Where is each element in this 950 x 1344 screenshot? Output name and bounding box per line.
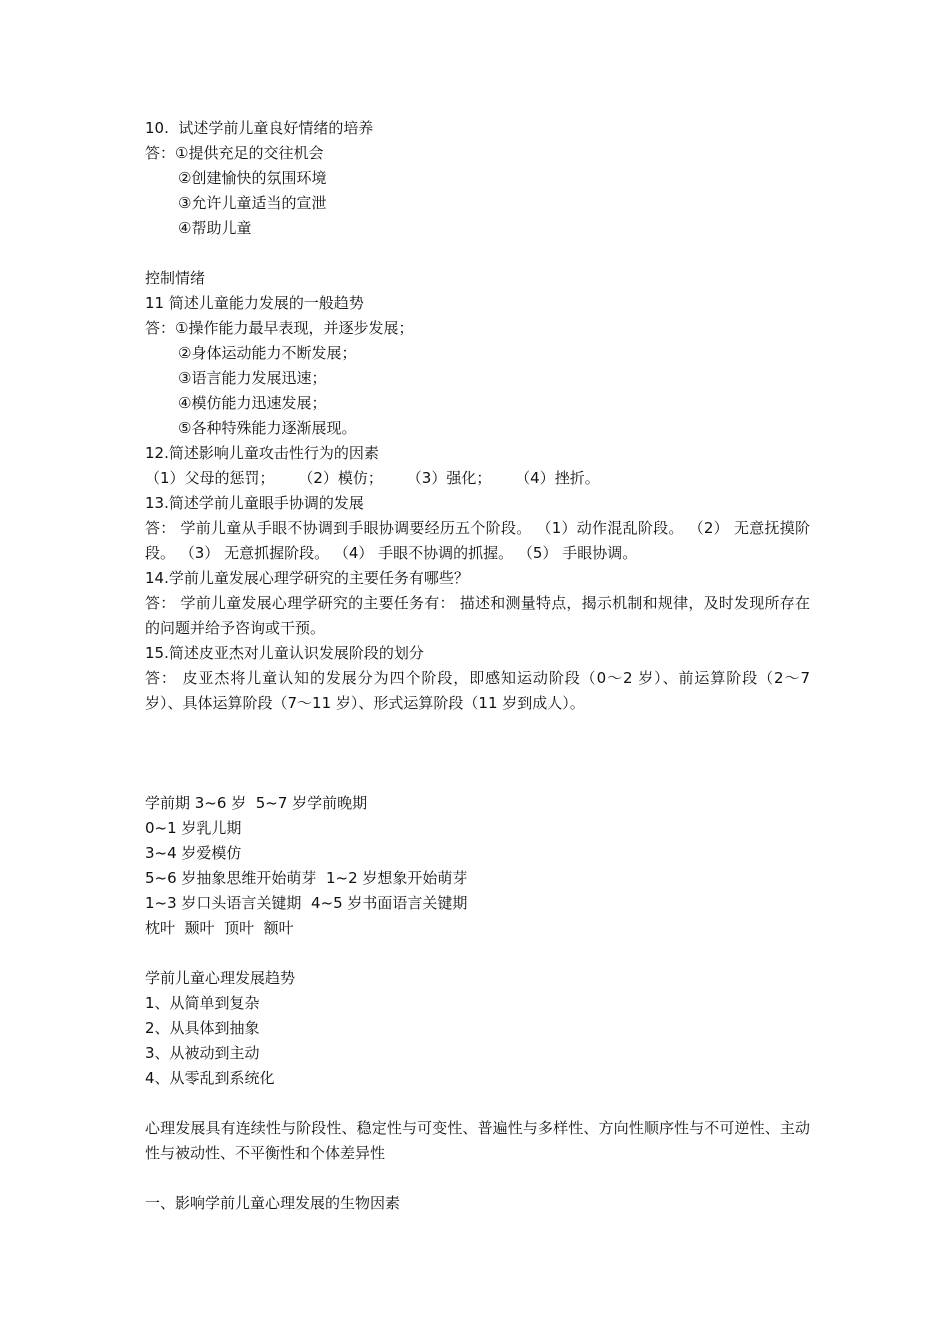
- q11-item: ③语言能力发展迅速；: [178, 369, 327, 387]
- q11-item: ⑤各种特殊能力逐渐展现。: [178, 419, 357, 437]
- notes-line: 1~3 岁口头语言关键期 4~5 岁书面语言关键期: [145, 894, 468, 912]
- q10-tail: 控制情绪: [145, 269, 206, 287]
- trend-item: 1、从简单到复杂: [145, 994, 260, 1012]
- trend-title: 学前儿童心理发展趋势: [145, 969, 296, 987]
- q10-answer-first: 答：①提供充足的交往机会: [145, 144, 324, 162]
- notes-line: 5~6 岁抽象思维开始萌芽 1~2 岁想象开始萌芽: [145, 869, 468, 887]
- q11-answer-first: 答：①操作能力最早表现，并逐步发展；: [145, 319, 414, 337]
- notes-line: 3~4 岁爱模仿: [145, 844, 242, 862]
- q14-answer: 答： 学前儿童发展心理学研究的主要任务有： 描述和测量特点，揭示机制和规律，及时发现所存在的问题并给予咨询或干预。: [145, 594, 810, 637]
- trend-item: 3、从被动到主动: [145, 1044, 260, 1062]
- notes-line: 枕叶 颞叶 顶叶 额叶: [145, 919, 294, 937]
- q13-answer: 答： 学前儿童从手眼不协调到手眼协调要经历五个阶段。 （1）动作混乱阶段。 （2） 无意抚摸阶段。 （3） 无意抓握阶段。 （4） 手眼不协调的抓握。 （5） 手眼协调。: [145, 519, 810, 562]
- document-page: [145, 116, 810, 1216]
- q10-item: ③允许儿童适当的宣泄: [178, 194, 327, 212]
- q13-title: 13.简述学前儿童眼手协调的发展: [145, 494, 364, 512]
- q14-title: 14.学前儿童发展心理学研究的主要任务有哪些？: [145, 569, 469, 587]
- q10-title: 10. 试述学前儿童良好情绪的培养: [145, 119, 374, 137]
- q10-item: ④帮助儿童: [178, 219, 252, 237]
- trend-item: 2、从具体到抽象: [145, 1019, 260, 1037]
- trend-item: 4、从零乱到系统化: [145, 1069, 275, 1087]
- features-paragraph: 心理发展具有连续性与阶段性、稳定性与可变性、普遍性与多样性、方向性顺序性与不可逆性、主动性与被动性、不平衡性和个体差异性: [145, 1119, 810, 1162]
- q10-item: ②创建愉快的氛围环境: [178, 169, 327, 187]
- q11-item: ②身体运动能力不断发展；: [178, 344, 357, 362]
- q12-answer: （1）父母的惩罚； （2）模仿； （3）强化； （4）挫折。: [145, 469, 600, 487]
- q11-title: 11 简述儿童能力发展的一般趋势: [145, 294, 364, 312]
- notes-line: 0~1 岁乳儿期: [145, 819, 242, 837]
- q12-title: 12.简述影响儿童攻击性行为的因素: [145, 444, 379, 462]
- q15-answer: 答： 皮亚杰将儿童认知的发展分为四个阶段，即感知运动阶段（0～2 岁）、前运算阶段（2～7 岁）、具体运算阶段（7～11 岁）、形式运算阶段（11 岁到成人）。: [145, 669, 810, 712]
- section-heading: 一、影响学前儿童心理发展的生物因素: [145, 1194, 401, 1212]
- q11-item: ④模仿能力迅速发展；: [178, 394, 327, 412]
- q15-title: 15.简述皮亚杰对儿童认识发展阶段的划分: [145, 644, 424, 662]
- notes-line: 学前期 3~6 岁 5~7 岁学前晚期: [145, 794, 368, 812]
